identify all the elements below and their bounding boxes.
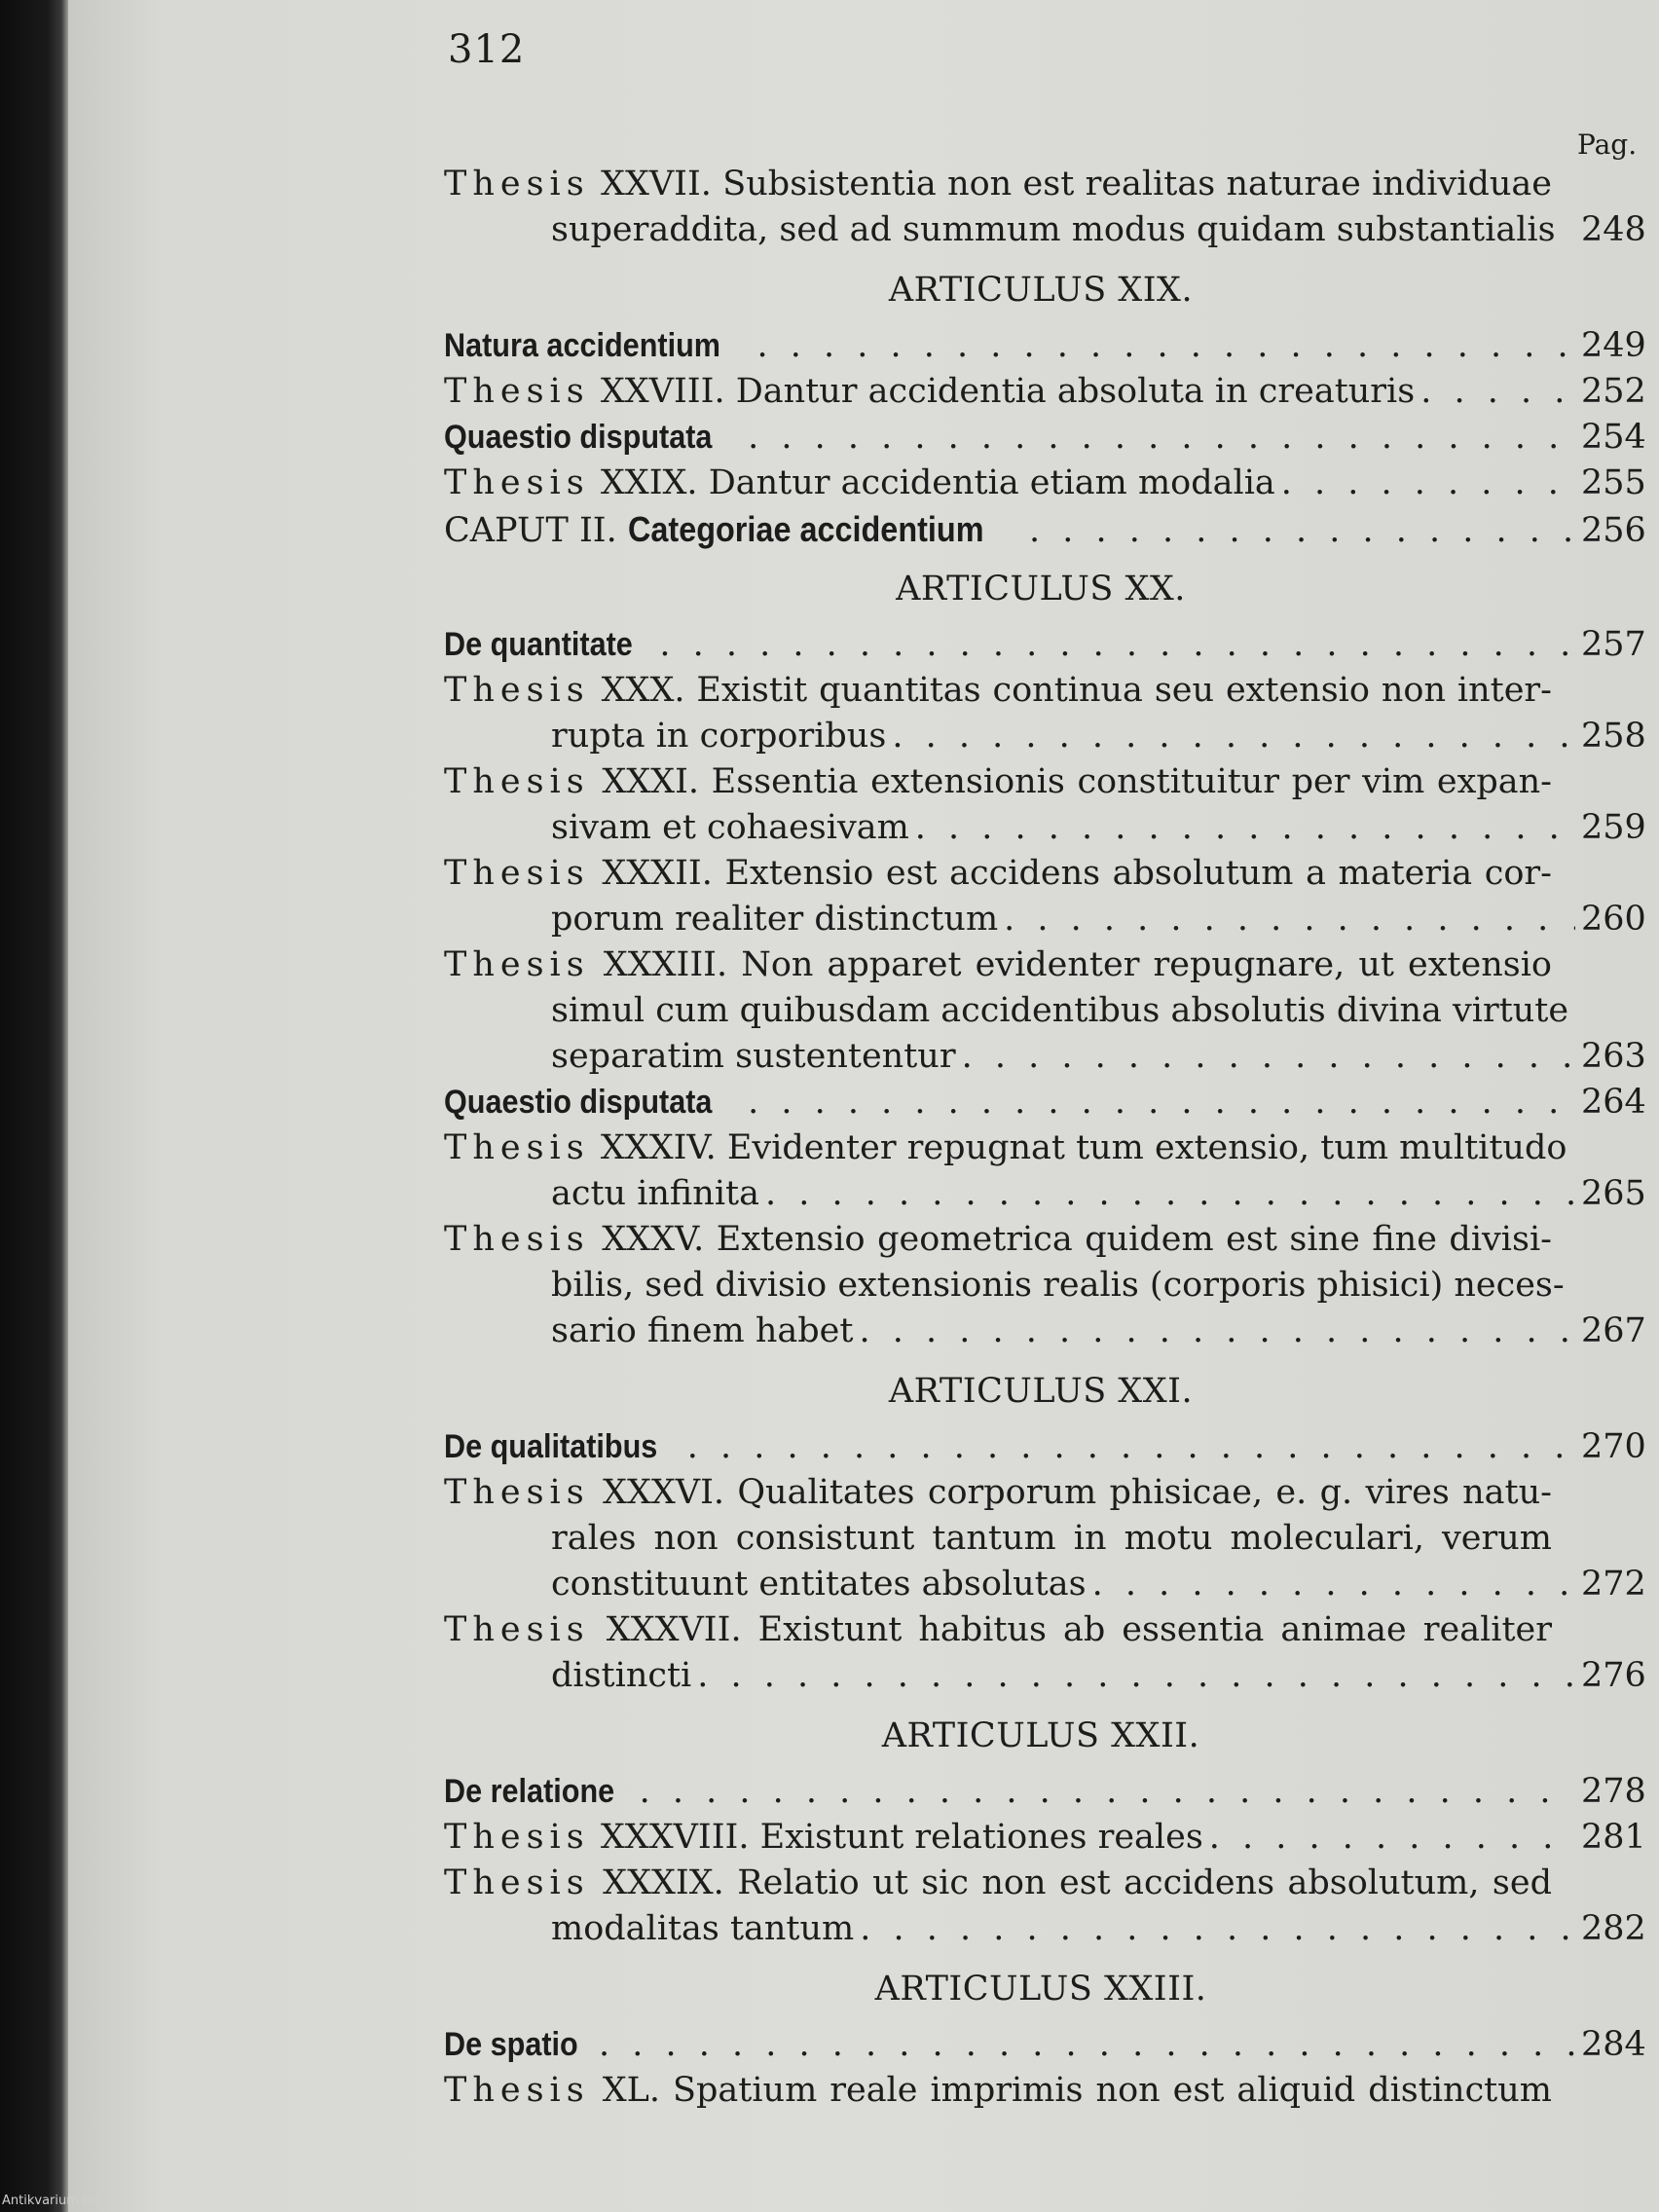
thesis-text: simul cum quibusdam accidentibus absolutis divina virtute bbox=[551, 991, 1569, 1030]
article-heading: ARTICULUS XXII. bbox=[881, 1716, 1200, 1755]
section-title: Natura accidentium bbox=[444, 327, 720, 364]
page-ref: 256 bbox=[1581, 511, 1646, 550]
toc-thesis-33-line-3 bbox=[444, 1034, 1646, 1080]
dot-leader bbox=[859, 1309, 1575, 1354]
thesis-label: Thesis bbox=[444, 671, 590, 710]
thesis-number: XXXII. bbox=[602, 854, 713, 893]
thesis-number: XXXVIII. bbox=[600, 1818, 750, 1857]
thesis-number: XXXIX. bbox=[603, 1863, 724, 1902]
dot-leader bbox=[892, 714, 1575, 759]
thesis-text: rupta in corporibus bbox=[551, 717, 887, 756]
thesis-text: porum realiter distinctum bbox=[551, 900, 999, 939]
thesis-label: Thesis bbox=[444, 1818, 590, 1857]
dot-leader bbox=[915, 805, 1575, 851]
toc-section-qualitatibus bbox=[444, 1424, 1646, 1470]
toc-thesis-37-line-1 bbox=[444, 1607, 1638, 1653]
toc-thesis-30-line-1 bbox=[444, 668, 1638, 714]
thesis-text: constituunt entitates absolutas bbox=[551, 1565, 1087, 1604]
thesis-label: Thesis bbox=[444, 1863, 590, 1902]
thesis-text: Extensio est accidens absolutum a materia cor- bbox=[724, 854, 1552, 893]
page-ref: 248 bbox=[1581, 210, 1646, 249]
page-ref: 257 bbox=[1581, 625, 1646, 664]
toc-thesis-31-line-2 bbox=[444, 805, 1646, 851]
thesis-text: Existunt relationes reales bbox=[759, 1818, 1203, 1857]
page-ref: 259 bbox=[1581, 808, 1646, 847]
dot-leader bbox=[1092, 1562, 1575, 1607]
dot-leader bbox=[599, 2022, 1575, 2068]
thesis-label: Thesis bbox=[444, 854, 590, 893]
toc-thesis-39-line-1 bbox=[444, 1861, 1638, 1906]
section-title: De qualitatibus bbox=[444, 1428, 658, 1465]
page-ref: 281 bbox=[1581, 1818, 1646, 1857]
dot-leader bbox=[1029, 508, 1575, 554]
thesis-text: Existit quantitas continua seu extensio non inter- bbox=[696, 671, 1552, 710]
thesis-label: Thesis bbox=[444, 1128, 590, 1167]
thesis-number: XXXI. bbox=[602, 762, 700, 801]
thesis-label: Thesis bbox=[444, 945, 590, 984]
table-of-contents bbox=[444, 162, 1646, 2114]
toc-quaestio-1 bbox=[444, 415, 1646, 461]
page-ref: 267 bbox=[1581, 1311, 1646, 1350]
toc-thesis-27-line-2 bbox=[444, 207, 1646, 253]
thesis-text: Dantur accidentia absoluta in creaturis bbox=[735, 372, 1416, 411]
dot-leader bbox=[640, 1769, 1575, 1815]
toc-thesis-33-line-1 bbox=[444, 942, 1638, 988]
page-ref: 276 bbox=[1581, 1656, 1646, 1695]
dot-leader bbox=[860, 1906, 1575, 1952]
dot-leader bbox=[1209, 1815, 1575, 1861]
thesis-label: Thesis bbox=[444, 1610, 590, 1649]
toc-thesis-40-line-1 bbox=[444, 2068, 1638, 2114]
thesis-number: XL. bbox=[602, 2071, 661, 2110]
page-ref: 284 bbox=[1581, 2025, 1646, 2064]
thesis-label: Thesis bbox=[444, 372, 590, 411]
toc-thesis-36-line-2 bbox=[444, 1516, 1638, 1562]
article-heading: ARTICULUS XXI. bbox=[888, 1372, 1194, 1411]
page-ref: 272 bbox=[1581, 1565, 1646, 1604]
thesis-number: XXVIII. bbox=[600, 372, 725, 411]
page-ref: 254 bbox=[1581, 418, 1646, 457]
thesis-number: XXXIII. bbox=[603, 945, 728, 984]
toc-section-relatione bbox=[444, 1769, 1646, 1815]
toc-thesis-34-line-1 bbox=[444, 1125, 1638, 1171]
pag-column-label: Pag. bbox=[1577, 129, 1638, 161]
section-title: Quaestio disputata bbox=[444, 1084, 713, 1121]
thesis-label: Thesis bbox=[444, 762, 590, 801]
toc-thesis-37-line-2 bbox=[444, 1653, 1646, 1699]
thesis-label: Thesis bbox=[444, 1473, 590, 1512]
toc-thesis-32-line-1 bbox=[444, 851, 1638, 897]
dot-leader bbox=[687, 1424, 1575, 1470]
thesis-text: Existunt habitus ab essentia animae realiter bbox=[757, 1610, 1552, 1649]
thesis-text: Extensio geometrica quidem est sine fine divisi- bbox=[716, 1220, 1552, 1259]
toc-thesis-36-line-3 bbox=[444, 1562, 1646, 1607]
caput-prefix: CAPUT II. bbox=[444, 511, 617, 550]
dot-leader bbox=[748, 415, 1575, 461]
dot-leader bbox=[1281, 461, 1575, 506]
article-heading: ARTICULUS XIX. bbox=[888, 271, 1194, 310]
dot-leader bbox=[1004, 897, 1575, 942]
toc-thesis-35-line-2 bbox=[444, 1263, 1638, 1309]
dot-leader bbox=[962, 1034, 1575, 1080]
thesis-number: XXXVI. bbox=[603, 1473, 725, 1512]
page-ref: 264 bbox=[1581, 1083, 1646, 1122]
book-page bbox=[68, 0, 1659, 2212]
dot-leader bbox=[757, 323, 1575, 369]
toc-quaestio-2 bbox=[444, 1080, 1646, 1125]
book-spine-shadow bbox=[0, 0, 68, 2212]
page-ref: 270 bbox=[1581, 1427, 1646, 1466]
thesis-text: Relatio ut sic non est accidens absolutum, sed bbox=[737, 1863, 1552, 1902]
page-ref: 263 bbox=[1581, 1037, 1646, 1076]
page-ref: 249 bbox=[1581, 326, 1646, 365]
section-title: De quantitate bbox=[444, 626, 633, 663]
page-ref: 265 bbox=[1581, 1174, 1646, 1213]
thesis-text: Subsistentia non est realitas naturae individuae bbox=[722, 165, 1552, 203]
thesis-text: Spatium reale imprimis non est aliquid distinctum bbox=[673, 2071, 1552, 2110]
page-ref: 258 bbox=[1581, 717, 1646, 756]
thesis-label: Thesis bbox=[444, 2071, 590, 2110]
thesis-text: sario finem habet bbox=[551, 1311, 854, 1350]
thesis-number: XXIX. bbox=[600, 463, 698, 502]
thesis-text: Non apparet evidenter repugnare, ut extensio bbox=[741, 945, 1552, 984]
page-ref: 260 bbox=[1581, 900, 1646, 939]
thesis-text: Essentia extensionis constituitur per vim expan- bbox=[711, 762, 1552, 801]
thesis-text: actu infinita bbox=[551, 1174, 759, 1213]
section-title: Quaestio disputata bbox=[444, 419, 713, 456]
dot-leader bbox=[1420, 369, 1575, 415]
dot-leader bbox=[697, 1653, 1575, 1699]
toc-thesis-28 bbox=[444, 369, 1646, 415]
watermark: Antikvarium.hu bbox=[2, 2194, 99, 2208]
thesis-text: Dantur accidentia etiam modalia bbox=[708, 463, 1275, 502]
dot-leader bbox=[748, 1080, 1575, 1125]
thesis-number: XXX. bbox=[601, 671, 685, 710]
dot-leader bbox=[765, 1171, 1575, 1217]
caput-title: Categoriae accidentium bbox=[627, 509, 984, 549]
page-ref: 282 bbox=[1581, 1909, 1646, 1948]
toc-section-natura bbox=[444, 323, 1646, 369]
thesis-text: superaddita, sed ad summum modus quidam substantialis bbox=[551, 210, 1556, 249]
toc-thesis-32-line-2 bbox=[444, 897, 1646, 942]
toc-thesis-29 bbox=[444, 461, 1646, 506]
thesis-label: Thesis bbox=[444, 463, 590, 502]
thesis-number: XXXVII. bbox=[606, 1610, 742, 1649]
toc-thesis-33-line-2 bbox=[444, 988, 1638, 1034]
toc-thesis-35-line-3 bbox=[444, 1309, 1646, 1354]
toc-thesis-31-line-1 bbox=[444, 759, 1638, 805]
article-heading: ARTICULUS XX. bbox=[896, 570, 1186, 608]
toc-thesis-27-line-1 bbox=[444, 162, 1638, 207]
thesis-text: modalitas tantum bbox=[551, 1909, 855, 1948]
toc-thesis-30-line-2 bbox=[444, 714, 1646, 759]
thesis-text: Qualitates corporum phisicae, e. g. vires natu- bbox=[737, 1473, 1552, 1512]
section-title: De relatione bbox=[444, 1773, 615, 1810]
toc-thesis-35-line-1 bbox=[444, 1217, 1638, 1263]
thesis-text: bilis, sed divisio extensionis realis (corporis phisici) neces- bbox=[551, 1266, 1565, 1305]
thesis-text: separatim sustententur bbox=[551, 1037, 956, 1076]
toc-thesis-38 bbox=[444, 1815, 1646, 1861]
toc-thesis-39-line-2 bbox=[444, 1906, 1646, 1952]
thesis-text: rales non consistunt tantum in motu moleculari, verum bbox=[551, 1519, 1552, 1558]
toc-caput-2 bbox=[444, 506, 1646, 552]
toc-section-quantitate bbox=[444, 622, 1646, 668]
page-ref: 252 bbox=[1581, 372, 1646, 411]
thesis-text: distincti bbox=[551, 1656, 692, 1695]
thesis-number: XXXV. bbox=[602, 1220, 705, 1259]
thesis-text: Evidenter repugnat tum extensio, tum multitudo bbox=[726, 1128, 1567, 1167]
dot-leader bbox=[659, 622, 1575, 668]
page-number: 312 bbox=[448, 27, 526, 72]
page-ref: 278 bbox=[1581, 1772, 1646, 1811]
toc-section-spatio bbox=[444, 2022, 1646, 2068]
thesis-label: Thesis bbox=[444, 1220, 590, 1259]
toc-thesis-36-line-1 bbox=[444, 1470, 1638, 1516]
thesis-text: sivam et cohaesivam bbox=[551, 808, 909, 847]
thesis-label: Thesis bbox=[444, 165, 590, 203]
article-heading: ARTICULUS XXIII. bbox=[874, 1970, 1207, 2009]
page-ref: 255 bbox=[1581, 463, 1646, 502]
section-title: De spatio bbox=[444, 2026, 578, 2063]
toc-thesis-34-line-2 bbox=[444, 1171, 1646, 1217]
thesis-number: XXVII. bbox=[601, 165, 712, 203]
thesis-number: XXXIV. bbox=[600, 1128, 717, 1167]
